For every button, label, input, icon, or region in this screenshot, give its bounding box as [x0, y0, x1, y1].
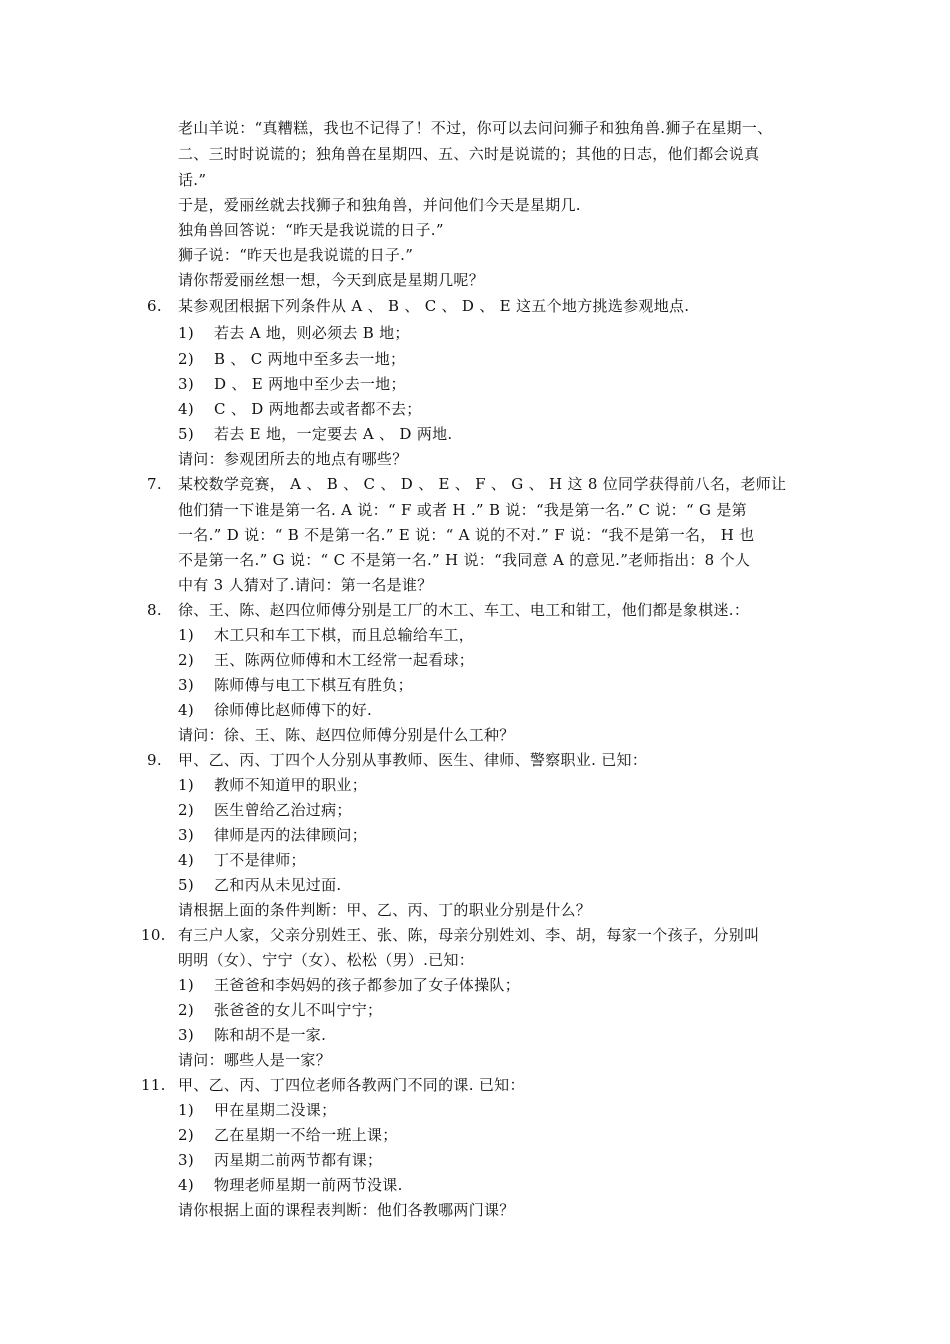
- question-number: 7.: [147, 475, 162, 493]
- condition-text: 乙在星期一不给一班上课；: [214, 1126, 398, 1144]
- condition-number: 5): [178, 876, 194, 894]
- condition-text: 乙和丙从未见过面.: [214, 876, 342, 894]
- question-text: 不是第一名.” G 说：“ C 不是第一名.” H 说：“我同意 A 的意见.”老师指出：8 个人: [178, 551, 751, 569]
- condition-number: 3): [178, 375, 194, 393]
- condition-text: C 、 D 两地都去或者都不去；: [214, 400, 422, 418]
- condition-text: 王爸爸和李妈妈的孩子都参加了女子体操队；: [214, 976, 521, 994]
- condition-number: 4): [178, 400, 194, 418]
- condition-text: D 、 E 两地中至少去一地；: [214, 375, 406, 393]
- condition-text: 律师是丙的法律顾问；: [214, 826, 368, 844]
- intro-line: 独角兽回答说：“昨天是我说谎的日子.”: [178, 221, 444, 239]
- question-text: 他们猜一下谁是第一名. A 说：“ F 或者 H .” B 说：“我是第一名.” C 说：“ G 是第: [178, 501, 747, 519]
- condition-number: 3): [178, 826, 194, 844]
- condition-number: 1): [178, 976, 194, 994]
- condition-number: 3): [178, 1026, 194, 1044]
- condition-text: 若去 E 地，一定要去 A 、 D 两地.: [214, 425, 453, 443]
- question-number: 10.: [141, 926, 166, 944]
- question-text: 有三户人家，父亲分别姓王、张、陈，母亲分别姓刘、李、胡，每家一个孩子，分别叫: [178, 926, 760, 944]
- condition-number: 2): [178, 801, 194, 819]
- condition-number: 2): [178, 651, 194, 669]
- condition-number: 1): [178, 776, 194, 794]
- question-text: 中有 3 人猜对了.请问：第一名是谁？: [178, 576, 433, 594]
- condition-text: 徐师傅比赵师傅下的好.: [214, 701, 373, 719]
- condition-number: 1): [178, 324, 194, 342]
- condition-text: 陈师傅与电工下棋互有胜负；: [214, 676, 413, 694]
- condition-number: 4): [178, 1176, 194, 1194]
- question-ask: 请问：哪些人是一家？: [178, 1051, 332, 1069]
- question-text: 明明（女）、宁宁（女）、松松（男）.已知：: [178, 951, 475, 969]
- condition-number: 4): [178, 851, 194, 869]
- condition-text: 甲在星期二没课；: [214, 1101, 337, 1119]
- question-text: 某参观团根据下列条件从 A 、 B 、 C 、 D 、 E 这五个地方挑选参观地点.: [178, 297, 690, 315]
- condition-text: B 、 C 两地中至多去一地；: [214, 350, 406, 368]
- condition-text: 王、陈两位师傅和木工经常一起看球；: [214, 651, 475, 669]
- question-ask: 请问：徐、王、陈、赵四位师傅分别是什么工种？: [178, 726, 515, 744]
- question-number: 6.: [147, 297, 162, 315]
- intro-line: 老山羊说：“真糟糕，我也不记得了！不过，你可以去问问狮子和独角兽.狮子在星期一、: [178, 119, 773, 137]
- question-text: 甲、乙、丙、丁四个人分别从事教师、医生、律师、警察职业. 已知：: [178, 751, 648, 769]
- condition-text: 张爸爸的女儿不叫宁宁；: [214, 1001, 383, 1019]
- intro-line: 请你帮爱丽丝想一想，今天到底是星期几呢？: [178, 271, 485, 289]
- condition-number: 2): [178, 1001, 194, 1019]
- intro-line: 狮子说：“昨天也是我说谎的日子.”: [178, 246, 414, 264]
- condition-number: 1): [178, 626, 194, 644]
- condition-text: 医生曾给乙治过病；: [214, 801, 352, 819]
- question-text: 一名.” D 说：“ B 不是第一名.” E 说：“ A 说的不对.” F 说：“我不是第一名， H 也: [178, 526, 755, 544]
- intro-line: 于是，爱丽丝就去找狮子和独角兽，并问他们今天是星期几.: [178, 196, 581, 214]
- condition-number: 2): [178, 1126, 194, 1144]
- condition-text: 丁不是律师；: [214, 851, 306, 869]
- question-ask: 请根据上面的条件判断：甲、乙、丙、丁的职业分别是什么？: [178, 901, 592, 919]
- question-ask: 请你根据上面的课程表判断：他们各教哪两门课？: [178, 1201, 515, 1219]
- condition-text: 木工只和车工下棋，而且总输给车工，: [214, 626, 475, 644]
- condition-text: 丙星期二前两节都有课；: [214, 1151, 383, 1169]
- condition-number: 3): [178, 1151, 194, 1169]
- condition-text: 陈和胡不是一家.: [214, 1026, 327, 1044]
- condition-number: 5): [178, 425, 194, 443]
- condition-number: 3): [178, 676, 194, 694]
- question-number: 9.: [147, 751, 162, 769]
- question-text: 甲、乙、丙、丁四位老师各教两门不同的课. 已知：: [178, 1076, 525, 1094]
- condition-text: 教师不知道甲的职业；: [214, 776, 368, 794]
- intro-line: 二、三时时说谎的；独角兽在星期四、五、六时是说谎的；其他的日志，他们都会说真: [178, 145, 760, 163]
- condition-text: 若去 A 地，则必须去 B 地；: [214, 324, 410, 342]
- question-number: 11.: [141, 1076, 166, 1094]
- condition-number: 2): [178, 350, 194, 368]
- question-number: 8.: [147, 601, 162, 619]
- question-text: 某校数学竞赛， A 、 B 、 C 、 D 、 E 、 F 、 G 、 H 这 8 位同学获得前八名，老师让: [178, 475, 787, 493]
- condition-number: 1): [178, 1101, 194, 1119]
- question-ask: 请问：参观团所去的地点有哪些？: [178, 450, 408, 468]
- condition-number: 4): [178, 701, 194, 719]
- question-text: 徐、王、陈、赵四位师傅分别是工厂的木工、车工、电工和钳工，他们都是象棋迷.：: [178, 601, 750, 619]
- intro-line: 话.”: [178, 171, 207, 189]
- condition-text: 物理老师星期一前两节没课.: [214, 1176, 403, 1194]
